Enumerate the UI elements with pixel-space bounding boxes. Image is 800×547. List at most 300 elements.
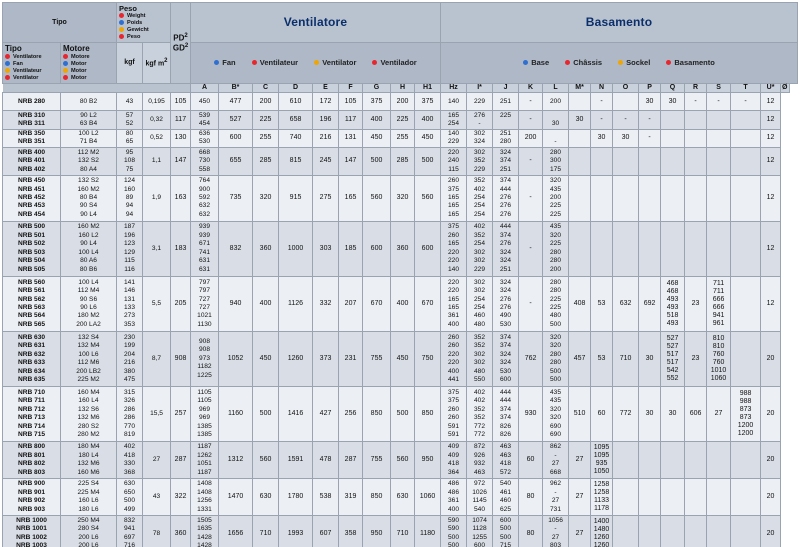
table-row[interactable] — [3, 93, 798, 111]
cell-J: 402 352 254 302 302 229 — [467, 221, 493, 276]
cell-U: 988 988 873 873 1200 1200 — [731, 387, 761, 442]
cell-vent-3: 245 — [313, 148, 339, 176]
col-N: N — [591, 84, 613, 93]
cell-L: 930 — [519, 387, 543, 442]
cell-N — [569, 148, 591, 176]
cell-L: - — [519, 221, 543, 276]
cell-vent-2: 1126 — [279, 276, 313, 331]
cell-vent-5: 450 — [363, 129, 391, 147]
cell-vent-4: 165 — [339, 175, 363, 221]
cell-S: 23 — [685, 332, 707, 387]
cell-vent-2: 658 — [279, 111, 313, 129]
cell-motore: 100 L2 71 B4 — [61, 129, 117, 147]
cell-vent-0: 1312 — [219, 442, 253, 479]
cell-R — [661, 175, 685, 221]
cell-A: 287 — [171, 442, 191, 479]
table-row[interactable] — [3, 111, 798, 129]
cell-N — [569, 93, 591, 111]
col-S: S — [707, 84, 731, 93]
cell-vent-3: 172 — [313, 93, 339, 111]
cell-motore: 132 S2 160 M2 80 B4 90 S4 90 L4 — [61, 175, 117, 221]
cell-vent-1: 560 — [253, 442, 279, 479]
cell-P — [613, 479, 639, 516]
cell-A: 130 — [171, 129, 191, 147]
cell-O: 53 — [591, 276, 613, 331]
cell-kgf: 402 418 330 368 — [117, 442, 143, 479]
col-I: I* — [467, 84, 493, 93]
cell-K: 540 461 460 625 — [493, 479, 519, 516]
cell-J: 402 402 352 352 772 772 — [467, 387, 493, 442]
cell-U — [731, 332, 761, 387]
cell-vent-6: 500 — [391, 387, 415, 442]
cell-pd: 0,32 — [143, 111, 171, 129]
cell-S — [685, 129, 707, 147]
cell-motore: 132 S4 132 M4 100 L6 112 M6 200 LB2 225 M2 — [61, 332, 117, 387]
cell-vent-1: 630 — [253, 479, 279, 516]
col-L: L — [543, 84, 569, 93]
cell-N: 408 — [569, 276, 591, 331]
cell-kgf: 43 — [117, 93, 143, 111]
cell-vent-2: 915 — [279, 175, 313, 221]
cell-tipo: NRB 310 NRB 311 — [3, 111, 61, 129]
cell-T: 810 810 760 760 1010 1060 — [707, 332, 731, 387]
cell-vent-7: 670 — [415, 276, 441, 331]
cell-N: 30 — [569, 111, 591, 129]
cell-Q: 30 — [639, 332, 661, 387]
cell-vent-4: 287 — [339, 442, 363, 479]
cell-vent-6: 255 — [391, 129, 415, 147]
cell-L: 80 — [519, 516, 543, 547]
cell-kgf: 630 650 500 499 — [117, 479, 143, 516]
cell-dia: 20 — [761, 332, 781, 387]
cell-B: 1505 1635 1428 1428 — [191, 516, 219, 547]
cell-vent-6: 710 — [391, 516, 415, 547]
cell-vent-2: 1993 — [279, 516, 313, 547]
cell-M: 962 - 27 731 — [543, 479, 569, 516]
cell-M: - — [543, 129, 569, 147]
cell-vent-6: 360 — [391, 221, 415, 276]
tipo-legend-cell: Tipo Ventilatore Fan Ventilateur Ventilator — [3, 43, 61, 84]
cell-N: 27 — [569, 516, 591, 547]
cell-P — [613, 516, 639, 547]
col-P: P — [639, 84, 661, 93]
cell-dia: 20 — [761, 387, 781, 442]
cell-S — [685, 148, 707, 176]
cell-P: 710 — [613, 332, 639, 387]
cell-A: 257 — [171, 387, 191, 442]
cell-vent-3: 478 — [313, 442, 339, 479]
cell-vent-0: 527 — [219, 111, 253, 129]
cell-T — [707, 516, 731, 547]
cell-A: 360 — [171, 516, 191, 547]
cell-J: 276 - — [467, 111, 493, 129]
cell-vent-5: 755 — [363, 442, 391, 479]
cell-vent-5: 500 — [363, 148, 391, 176]
cell-vent-7: 375 — [415, 93, 441, 111]
cell-O: 1400 1480 1260 1260 — [591, 516, 613, 547]
cell-N: 27 — [569, 479, 591, 516]
cell-Q — [639, 442, 661, 479]
cell-vent-4: 319 — [339, 479, 363, 516]
tipo-label: Tipo — [5, 44, 22, 54]
gd-label: GD — [172, 43, 185, 53]
cell-T — [707, 175, 731, 221]
cell-vent-1: 200 — [253, 93, 279, 111]
cell-vent-7: 850 — [415, 387, 441, 442]
cell-P — [613, 148, 639, 176]
cell-vent-3: 607 — [313, 516, 339, 547]
unit-kgfm2: kgf m2 — [143, 43, 171, 84]
col-C: C — [253, 84, 279, 93]
cell-vent-2: 1416 — [279, 387, 313, 442]
cell-S — [685, 175, 707, 221]
cell-vent-6: 450 — [391, 332, 415, 387]
cell-M: 320 435 200 225 225 — [543, 175, 569, 221]
cell-I: 590 590 500 500 — [441, 516, 467, 547]
cell-tipo: NRB 500 NRB 501 NRB 502 NRB 503 NRB 504 NRB 505 — [3, 221, 61, 276]
cell-kgf: 141 146 131 133 273 353 — [117, 276, 143, 331]
cell-vent-6: 200 — [391, 93, 415, 111]
cell-Q — [639, 479, 661, 516]
cell-K: 374 374 324 324 530 600 — [493, 332, 519, 387]
cell-pd: 5,5 — [143, 276, 171, 331]
cell-kgf: 95 108 75 — [117, 148, 143, 176]
cell-vent-2: 740 — [279, 129, 313, 147]
specification-table — [2, 2, 798, 547]
cell-tipo: NRB 350 NRB 351 — [3, 129, 61, 147]
cell-P — [613, 221, 639, 276]
cell-B: 939 939 671 741 631 631 — [191, 221, 219, 276]
cell-Q — [639, 221, 661, 276]
cell-vent-3: 373 — [313, 332, 339, 387]
cell-M: 435 320 225 280 280 200 — [543, 221, 569, 276]
cell-I: 140 229 — [441, 129, 467, 147]
cell-P: 772 — [613, 387, 639, 442]
cell-vent-6: 285 — [391, 148, 415, 176]
cell-L: 762 — [519, 332, 543, 387]
cell-kgf: 124 160 89 94 94 — [117, 175, 143, 221]
cell-P — [613, 442, 639, 479]
group-basamento — [441, 3, 798, 43]
cell-U: - — [731, 93, 761, 111]
cell-vent-7: 1180 — [415, 516, 441, 547]
cell-dia: 12 — [761, 129, 781, 147]
cell-vent-1: 400 — [253, 276, 279, 331]
cell-L: - — [519, 175, 543, 221]
cell-dia: 20 — [761, 442, 781, 479]
cell-P — [613, 93, 639, 111]
cell-I: 375 375 260 260 591 591 — [441, 387, 467, 442]
cell-kgf: 187 196 123 129 115 116 — [117, 221, 143, 276]
cell-vent-2: 1780 — [279, 479, 313, 516]
cell-pd: 43 — [143, 479, 171, 516]
cell-N: 27 — [569, 442, 591, 479]
col-B: B* — [219, 84, 253, 93]
cell-dia: 12 — [761, 148, 781, 176]
cell-S: 606 — [685, 387, 707, 442]
cell-R — [661, 148, 685, 176]
cell-pd: 0,52 — [143, 129, 171, 147]
cell-vent-7: 750 — [415, 332, 441, 387]
cell-R: 30 — [661, 387, 685, 442]
cell-B: 1408 1408 1256 1331 — [191, 479, 219, 516]
cell-pd: 15,5 — [143, 387, 171, 442]
peso-label: Peso — [119, 4, 137, 13]
cell-M: 30 — [543, 111, 569, 129]
cell-vent-1: 255 — [253, 129, 279, 147]
cell-vent-3: 332 — [313, 276, 339, 331]
col-D: D — [279, 84, 313, 93]
cell-M: 435 435 320 320 690 690 — [543, 387, 569, 442]
col-F: F — [339, 84, 363, 93]
cell-L: 80 — [519, 479, 543, 516]
cell-O: 1095 1095 935 1050 — [591, 442, 613, 479]
cell-vent-2: 1591 — [279, 442, 313, 479]
cell-K: 444 374 276 324 324 251 — [493, 221, 519, 276]
cell-N — [569, 175, 591, 221]
cell-I: 375 260 165 220 220 140 — [441, 221, 467, 276]
cell-T — [707, 111, 731, 129]
table-row[interactable] — [3, 276, 798, 331]
cell-vent-7: 1060 — [415, 479, 441, 516]
cell-U — [731, 175, 761, 221]
cell-B: 450 — [191, 93, 219, 111]
cell-Q — [639, 175, 661, 221]
cell-motore: 160 M4 160 L4 132 S6 132 M6 280 S2 280 M2 — [61, 387, 117, 442]
cell-pd: 3,1 — [143, 221, 171, 276]
cell-vent-4: 185 — [339, 221, 363, 276]
cell-vent-5: 950 — [363, 516, 391, 547]
cell-P: 632 — [613, 276, 639, 331]
cell-vent-3: 427 — [313, 387, 339, 442]
cell-O: 60 — [591, 387, 613, 442]
cell-vent-0: 477 — [219, 93, 253, 111]
table-row[interactable] — [3, 221, 798, 276]
cell-K: 324 374 251 — [493, 148, 519, 176]
cell-vent-6: 630 — [391, 479, 415, 516]
cell-U — [731, 276, 761, 331]
cell-vent-0: 832 — [219, 221, 253, 276]
cell-motore: 112 M2 132 S2 80 A4 — [61, 148, 117, 176]
cell-J: 872 926 932 463 — [467, 442, 493, 479]
motore-label: Motore — [63, 44, 90, 54]
cell-B: 797 797 727 727 1021 1130 — [191, 276, 219, 331]
cell-vent-6: 320 — [391, 175, 415, 221]
cell-J: 1074 1128 1255 600 — [467, 516, 493, 547]
cell-B: 1105 1105 969 969 1385 1385 — [191, 387, 219, 442]
cell-vent-4: 207 — [339, 276, 363, 331]
cell-vent-7: 950 — [415, 442, 441, 479]
cell-A: 322 — [171, 479, 191, 516]
cell-J: 352 352 302 302 480 550 — [467, 332, 493, 387]
cell-L: - — [519, 148, 543, 176]
cell-vent-3: 196 — [313, 111, 339, 129]
cell-motore: 225 S4 225 M4 160 L6 180 L6 — [61, 479, 117, 516]
cell-tipo: NRB 560 NRB 561 NRB 562 NRB 563 NRB 564 NRB 565 — [3, 276, 61, 331]
cell-O: 53 — [591, 332, 613, 387]
cell-vent-5: 600 — [363, 221, 391, 276]
cell-motore: 90 L2 63 B4 — [61, 111, 117, 129]
table-body — [3, 93, 798, 547]
cell-vent-0: 1656 — [219, 516, 253, 547]
table-row[interactable] — [3, 175, 798, 221]
cell-U — [731, 111, 761, 129]
cell-motore: 250 M4 280 S4 200 L6 200 L6 — [61, 516, 117, 547]
cell-J: 302 324 — [467, 129, 493, 147]
cell-O — [591, 221, 613, 276]
col-K: K — [519, 84, 543, 93]
cell-vent-7: 500 — [415, 148, 441, 176]
cell-Q: - — [639, 129, 661, 147]
cell-S — [685, 111, 707, 129]
cell-vent-4: 256 — [339, 387, 363, 442]
cell-K: 463 463 418 572 — [493, 442, 519, 479]
cell-B: 908 908 973 1182 1225 — [191, 332, 219, 387]
cell-N: 510 — [569, 387, 591, 442]
cell-Q — [639, 148, 661, 176]
table-row[interactable] — [3, 387, 798, 442]
cell-M: 320 320 280 280 500 500 — [543, 332, 569, 387]
cell-R — [661, 129, 685, 147]
cell-N — [569, 221, 591, 276]
cell-pd: 0,195 — [143, 93, 171, 111]
cell-tipo: NRB 400 NRB 401 NRB 402 — [3, 148, 61, 176]
cell-tipo: NRB 800 NRB 801 NRB 802 NRB 803 — [3, 442, 61, 479]
cell-dia: 12 — [761, 276, 781, 331]
cell-kgf: 57 52 — [117, 111, 143, 129]
cell-B: 636 530 — [191, 129, 219, 147]
cell-M: 280 300 175 — [543, 148, 569, 176]
cell-vent-1: 320 — [253, 175, 279, 221]
cell-vent-5: 755 — [363, 332, 391, 387]
cell-J: 229 — [467, 93, 493, 111]
cell-vent-6: 225 — [391, 111, 415, 129]
cell-vent-5: 850 — [363, 479, 391, 516]
ventilatore-legend-cell: Fan Ventilateur Ventilator Ventilador — [191, 43, 441, 84]
col-T: T — [731, 84, 761, 93]
cell-vent-4: 117 — [339, 111, 363, 129]
cell-vent-5: 375 — [363, 93, 391, 111]
table-row[interactable] — [3, 516, 798, 547]
cell-vent-5: 850 — [363, 387, 391, 442]
cell-J: 352 402 254 254 254 — [467, 175, 493, 221]
cell-N: 457 — [569, 332, 591, 387]
cell-K: 600 500 500 715 — [493, 516, 519, 547]
cell-vent-2: 815 — [279, 148, 313, 176]
cell-L: 200 — [519, 129, 543, 147]
cell-S: 23 — [685, 276, 707, 331]
cell-L: - — [519, 93, 543, 111]
col-E: E — [313, 84, 339, 93]
table-row[interactable] — [3, 479, 798, 516]
cell-dia: 12 — [761, 221, 781, 276]
unit-kgf: kgf — [117, 43, 143, 84]
pd-label: PD — [173, 33, 185, 43]
cell-R: 30 — [661, 93, 685, 111]
ventilatore-title: Ventilatore — [283, 14, 348, 29]
cell-vent-6: 400 — [391, 276, 415, 331]
cell-U — [731, 442, 761, 479]
group-pd: $PD^2$ $GD^2$ — [171, 3, 191, 84]
cell-motore: 100 L4 112 M4 90 S6 90 L6 180 M2 200 LA2 — [61, 276, 117, 331]
cell-vent-1: 225 — [253, 111, 279, 129]
cell-tipo: NRB 1000 NRB 1001 NRB 1002 NRB 1003 — [3, 516, 61, 547]
cell-vent-4: 131 — [339, 129, 363, 147]
cell-vent-1: 450 — [253, 332, 279, 387]
cell-R — [661, 442, 685, 479]
cell-kgf: 230 199 204 216 380 475 — [117, 332, 143, 387]
col-Q: Q — [661, 84, 685, 93]
cell-vent-3: 275 — [313, 175, 339, 221]
cell-L: - — [519, 276, 543, 331]
cell-J: 302 302 254 254 460 480 — [467, 276, 493, 331]
cell-vent-0: 1052 — [219, 332, 253, 387]
table-row[interactable] — [3, 442, 798, 479]
cell-T — [707, 442, 731, 479]
cell-R — [661, 479, 685, 516]
cell-dia: 20 — [761, 516, 781, 547]
col-M: M* — [569, 84, 591, 93]
column-header-row — [3, 84, 798, 93]
cell-I: 409 409 418 364 — [441, 442, 467, 479]
cell-pd: 78 — [143, 516, 171, 547]
col-R: R — [685, 84, 707, 93]
col-Hz: Hz — [441, 84, 467, 93]
cell-T — [707, 148, 731, 176]
basamento-legend-cell: Base Châssis Sockel Basamento — [441, 43, 798, 84]
cell-O — [591, 148, 613, 176]
cell-K: 324 324 276 276 490 530 — [493, 276, 519, 331]
cell-vent-3: 216 — [313, 129, 339, 147]
cell-pd: 1,9 — [143, 175, 171, 221]
cell-R — [661, 221, 685, 276]
cell-vent-0: 600 — [219, 129, 253, 147]
cell-I: 486 486 361 400 — [441, 479, 467, 516]
cell-A: 205 — [171, 276, 191, 331]
cell-vent-3: 303 — [313, 221, 339, 276]
cell-U — [731, 516, 761, 547]
cell-M: 1056 - 27 803 — [543, 516, 569, 547]
cell-T — [707, 129, 731, 147]
cell-O — [591, 175, 613, 221]
cell-T: 27 — [707, 387, 731, 442]
table-row[interactable] — [3, 129, 798, 147]
cell-T — [707, 479, 731, 516]
cell-K: 251 — [493, 93, 519, 111]
motore-legend-cell: Motore Motore Motor Motor Motor — [61, 43, 117, 84]
group-tipo: Tipo — [3, 3, 117, 43]
cell-J: 972 1026 1145 540 — [467, 479, 493, 516]
table-row[interactable] — [3, 332, 798, 387]
cell-O: 1258 1258 1133 1178 — [591, 479, 613, 516]
cell-S — [685, 516, 707, 547]
cell-pd: 8,7 — [143, 332, 171, 387]
cell-vent-7: 560 — [415, 175, 441, 221]
cell-vent-7: 600 — [415, 221, 441, 276]
cell-Q — [639, 516, 661, 547]
cell-O: - — [591, 93, 613, 111]
cell-O: 30 — [591, 129, 613, 147]
cell-dia: 12 — [761, 175, 781, 221]
cell-B: 764 900 592 632 632 — [191, 175, 219, 221]
cell-vent-1: 285 — [253, 148, 279, 176]
col-H: H — [391, 84, 415, 93]
cell-S — [685, 479, 707, 516]
col-U: U* — [761, 84, 781, 93]
cell-vent-2: 1000 — [279, 221, 313, 276]
cell-S — [685, 221, 707, 276]
table-row[interactable] — [3, 148, 798, 176]
